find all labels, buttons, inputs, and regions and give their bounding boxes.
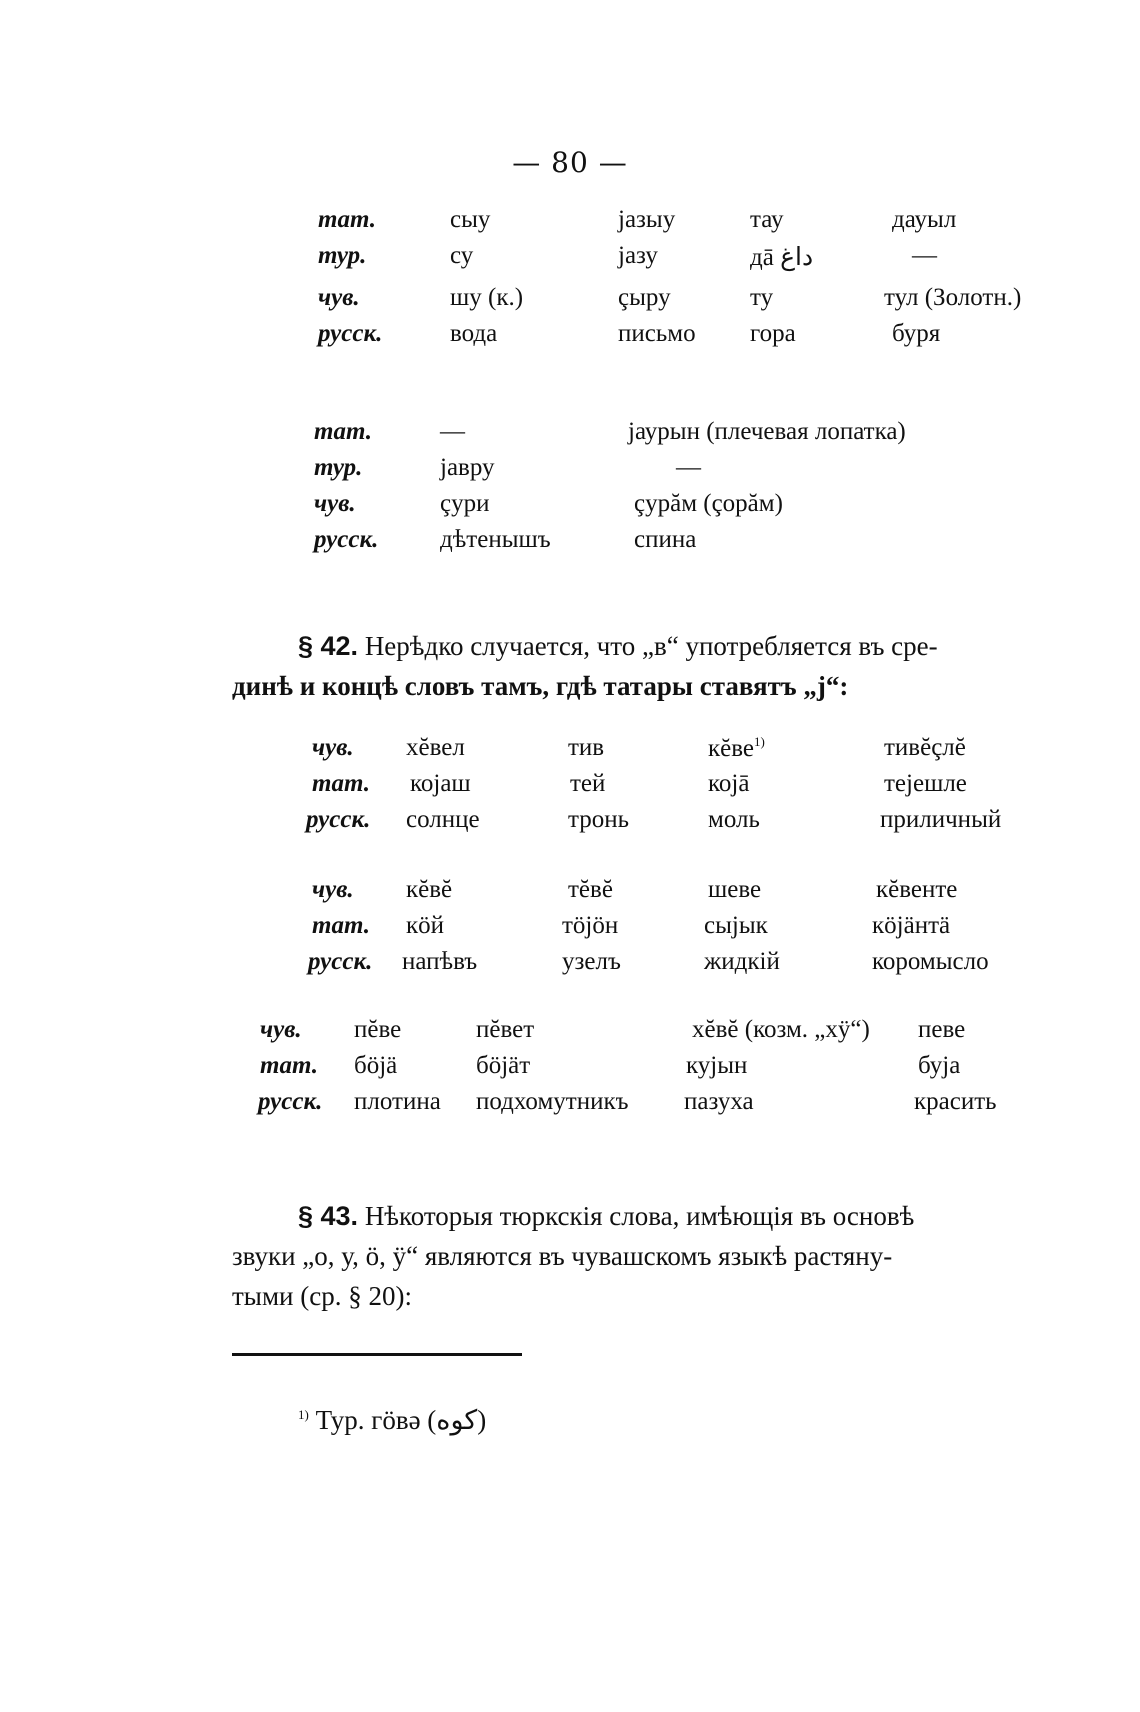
section-number: § 43. (298, 1201, 359, 1231)
lang-label: тат. (312, 912, 370, 939)
table-row (0, 1052, 1140, 1088)
table-row (0, 806, 1140, 842)
word-cell: çурăм (çорăм) (634, 490, 783, 517)
paragraph-text: Нерѣдко случается, что „в“ употребляется въ сре- (364, 631, 938, 661)
table-row (0, 284, 1140, 320)
lang-label: тат. (318, 206, 376, 233)
word-cell: јавру (440, 454, 495, 481)
paragraph-42 (232, 626, 1052, 706)
word-cell: јазу (618, 242, 658, 269)
word-cell: узелъ (562, 948, 621, 975)
word-cell: тронь (568, 806, 630, 833)
paragraph-text: Нѣкоторыя тюркскія слова, имѣющія въ основѣ (364, 1201, 915, 1231)
table-row (0, 206, 1140, 242)
table-row (0, 320, 1140, 356)
word-cell: шеве (708, 876, 762, 903)
table-row (0, 1088, 1140, 1124)
lang-label: чув. (314, 490, 356, 517)
word-cell: којаш (410, 770, 471, 797)
word-cell: тивĕçлĕ (884, 734, 966, 761)
word-cell: плотина (354, 1088, 441, 1115)
lang-label: русск. (258, 1088, 323, 1115)
lang-label: русск. (314, 526, 379, 553)
table-row (0, 490, 1140, 526)
lang-label: тур. (318, 242, 367, 269)
table-row (0, 242, 1140, 284)
word-cell: тĕвĕ (568, 876, 613, 903)
paragraph-line: динѣ и концѣ словъ тамъ, гдѣ татары ставятъ „ј“: (232, 671, 849, 701)
lang-label: тат. (260, 1052, 318, 1079)
table-row (0, 876, 1140, 912)
word-cell: жидкій (704, 948, 780, 975)
word-cell: напѣвъ (402, 948, 478, 975)
section-number: § 42. (298, 631, 359, 661)
word-cell: — (676, 454, 701, 481)
paragraph-line: звуки „о, у, ӧ, ӱ“ являются въ чувашскомъ языкѣ растяну- (232, 1241, 893, 1271)
word-cell: јаурын (плечевая лопатка) (628, 418, 906, 445)
word-cell: çури (440, 490, 490, 517)
word-table-4 (0, 876, 1140, 984)
word-table-3 (0, 734, 1140, 842)
word-cell: сыјык (704, 912, 768, 939)
word-cell: пĕве (354, 1016, 402, 1043)
paragraph-line (232, 626, 1052, 666)
word-cell: кĕвенте (876, 876, 958, 903)
lang-label: русск. (308, 948, 373, 975)
word-cell: јазыу (618, 206, 676, 233)
word-cell: хĕвел (406, 734, 465, 761)
table-row (0, 734, 1140, 770)
footnote-text: Тур. гӧвә (كوه) (315, 1405, 487, 1435)
table-row (0, 912, 1140, 948)
word-cell: — (440, 418, 465, 445)
word-cell: бӧјӓт (476, 1052, 531, 1079)
word-cell: тив (568, 734, 605, 761)
word-table-5 (0, 1016, 1140, 1124)
lang-label: русск. (306, 806, 371, 833)
word-cell: пĕвет (476, 1016, 535, 1043)
word-cell: тау (750, 206, 784, 233)
word-cell: вода (450, 320, 498, 347)
word-cell: солнце (406, 806, 480, 833)
word-cell: тул (Золотн.) (884, 284, 1022, 311)
word-cell: кĕвĕ (406, 876, 453, 903)
footnote (298, 1405, 486, 1436)
word-cell: буја (918, 1052, 961, 1079)
word-cell: кӧй (406, 912, 445, 939)
paragraph-line (232, 1196, 1052, 1236)
word-cell: којā (708, 770, 750, 797)
word-cell: тей (570, 770, 606, 797)
table-row (0, 454, 1140, 490)
table-row (0, 948, 1140, 984)
word-cell: ту (750, 284, 774, 311)
lang-label: чув. (260, 1016, 302, 1043)
word-cell: певе (918, 1016, 966, 1043)
word-cell: гора (750, 320, 796, 347)
word-cell: сыу (450, 206, 491, 233)
word-cell: приличный (880, 806, 1002, 833)
paragraph-line: тыми (ср. § 20): (232, 1281, 412, 1311)
word-cell: дā داغ (750, 244, 814, 271)
word-cell: шу (к.) (450, 284, 524, 311)
word-cell (708, 734, 765, 763)
word-cell: письмо (618, 320, 696, 347)
word-cell: спина (634, 526, 697, 553)
word-cell: тӧјӧн (562, 912, 619, 939)
lang-label: чув. (318, 284, 360, 311)
word-cell: подхомутникъ (476, 1088, 629, 1115)
word-cell: хĕвĕ (козм. „хӱ“) (692, 1016, 870, 1043)
word-cell: пазуха (684, 1088, 754, 1115)
lang-label: тат. (314, 418, 372, 445)
word-table-2 (0, 418, 1140, 562)
table-row (0, 418, 1140, 454)
lang-label: чув. (312, 734, 354, 761)
table-row (0, 1016, 1140, 1052)
word-table-1 (0, 206, 1140, 356)
lang-label: тур. (314, 454, 363, 481)
footnote-ref: 1) (754, 734, 765, 749)
word-cell: моль (708, 806, 760, 833)
word-cell: коромысло (872, 948, 989, 975)
word-cell: тејешле (884, 770, 967, 797)
word-cell: дауыл (892, 206, 957, 233)
footnote-mark: 1) (298, 1407, 309, 1422)
word-cell: кујын (686, 1052, 748, 1079)
word-cell: — (912, 242, 937, 269)
lang-label: тат. (312, 770, 370, 797)
word-cell: су (450, 242, 474, 269)
word-cell: кӧјӓнтӓ (872, 912, 951, 939)
word-cell: бӧјӓ (354, 1052, 398, 1079)
lang-label: русск. (318, 320, 383, 347)
word-text: кĕве (708, 735, 754, 762)
lang-label: чув. (312, 876, 354, 903)
paragraph-43 (232, 1196, 1052, 1316)
table-row (0, 526, 1140, 562)
page-number: — 80 — (512, 146, 628, 179)
word-cell: çыру (618, 284, 671, 311)
word-cell: буря (892, 320, 941, 347)
footnote-divider (232, 1353, 522, 1356)
word-cell: красить (914, 1088, 997, 1115)
table-row (0, 770, 1140, 806)
word-cell: дѣтенышъ (440, 526, 551, 553)
